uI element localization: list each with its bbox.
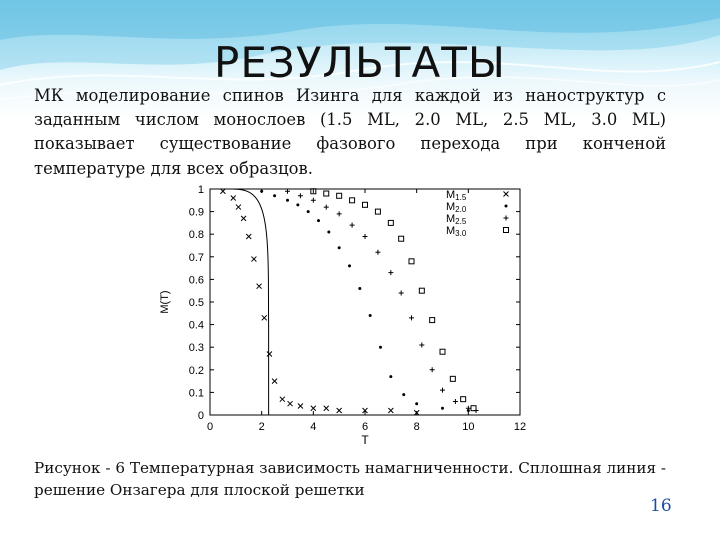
data-point	[415, 402, 418, 405]
data-point	[296, 203, 299, 206]
data-point	[461, 397, 466, 402]
data-point	[363, 234, 368, 239]
x-tick-label: 0	[206, 421, 214, 433]
data-point	[450, 376, 455, 381]
data-point	[220, 189, 225, 194]
data-point	[236, 205, 241, 210]
data-point	[466, 406, 471, 411]
data-point	[375, 250, 380, 255]
y-axis-label: M(T)	[159, 290, 171, 314]
data-point	[298, 193, 303, 198]
data-point	[272, 379, 277, 384]
data-point	[280, 397, 285, 402]
data-point	[430, 318, 435, 323]
data-point	[402, 393, 405, 396]
data-point	[389, 375, 392, 378]
body-paragraph: МК моделирование спинов Изинга для каждой из наноструктур с заданным числом монослоев (1.5 ML, 2.0 ML, 2.5 ML, 3.0 ML) показывает существование фазового перехода при конченой температуре для всех образцов.	[34, 86, 666, 178]
y-tick-label: 0.1	[188, 387, 204, 400]
slide-title: РЕЗУЛЬТАТЫ	[214, 38, 506, 87]
x-tick-label: 4	[310, 421, 317, 433]
x-tick-label: 2	[258, 421, 265, 433]
data-point	[337, 408, 342, 413]
data-point	[363, 202, 368, 207]
data-point	[251, 257, 256, 262]
data-point	[257, 284, 262, 289]
data-point	[260, 190, 263, 193]
series-m2-0	[260, 190, 470, 412]
y-tick-label: 0.7	[188, 251, 204, 264]
legend-marker	[505, 205, 508, 208]
data-point	[419, 288, 424, 293]
data-point	[241, 216, 246, 221]
data-series	[220, 189, 478, 415]
data-point	[409, 259, 414, 264]
y-tick-label: 0.4	[188, 319, 204, 332]
data-point	[337, 193, 342, 198]
data-point	[440, 388, 445, 393]
page-number: 16	[650, 496, 672, 516]
legend-label: M2.5	[446, 213, 467, 226]
data-point	[388, 408, 393, 413]
data-point	[471, 406, 476, 411]
data-point	[388, 220, 393, 225]
data-point	[409, 315, 414, 320]
y-tick-label: 0.5	[188, 297, 204, 309]
y-tick-label: 0.2	[188, 364, 204, 377]
legend-marker	[504, 192, 509, 197]
data-point	[348, 264, 351, 267]
data-point	[288, 401, 293, 406]
y-tick-label: 0.8	[188, 229, 204, 242]
chart-svg	[140, 183, 540, 445]
data-point	[375, 209, 380, 214]
data-point	[317, 219, 320, 222]
data-point	[379, 346, 382, 349]
legend-label: M2.0	[446, 201, 467, 214]
data-point	[327, 230, 330, 233]
data-point	[337, 211, 342, 216]
data-point	[338, 246, 341, 249]
data-point	[430, 367, 435, 372]
data-point	[286, 199, 289, 202]
data-point	[399, 236, 404, 241]
data-point	[369, 314, 372, 317]
data-point	[350, 198, 355, 203]
y-tick-label: 1	[197, 184, 204, 196]
data-point	[358, 287, 361, 290]
data-point	[388, 270, 393, 275]
data-point	[298, 403, 303, 408]
data-point	[324, 191, 329, 196]
data-point	[453, 399, 458, 404]
series-m1-5	[220, 189, 419, 415]
data-point	[231, 196, 236, 201]
data-point	[267, 351, 272, 356]
x-tick-label: 6	[361, 421, 369, 433]
data-point	[262, 315, 267, 320]
data-point	[311, 198, 316, 203]
data-point	[246, 234, 251, 239]
data-point	[441, 407, 444, 410]
onsager-solution-line	[218, 189, 269, 415]
data-point	[440, 349, 445, 354]
y-tick-label: 0.3	[188, 342, 204, 355]
data-point	[399, 290, 404, 295]
data-point	[311, 406, 316, 411]
data-point	[285, 189, 290, 194]
data-point	[324, 406, 329, 411]
plot-frame	[210, 189, 520, 415]
y-tick-label: 0.6	[188, 274, 204, 287]
x-tick-label: 10	[462, 421, 475, 433]
data-point	[350, 223, 355, 228]
magnetization-chart	[140, 183, 540, 445]
y-tick-label: 0	[197, 410, 204, 422]
y-axis-ticks	[189, 184, 520, 422]
x-axis-label: T	[361, 433, 369, 445]
legend-marker	[504, 228, 509, 233]
data-point	[324, 205, 329, 210]
x-tick-label: 12	[513, 421, 527, 433]
data-point	[307, 210, 310, 213]
chart-legend	[446, 189, 509, 238]
legend-marker	[504, 216, 509, 221]
data-point	[273, 194, 276, 197]
x-tick-label: 8	[413, 421, 420, 433]
legend-label: M3.0	[446, 225, 467, 238]
y-tick-label: 0.9	[188, 206, 204, 219]
data-point	[419, 342, 424, 347]
figure-caption: Рисунок - 6 Температурная зависимость намагниченности. Сплошная линия - решение Онзагера для плоской решетки	[34, 459, 667, 499]
x-axis-ticks	[207, 189, 526, 433]
legend-label: M1.5	[446, 189, 467, 202]
